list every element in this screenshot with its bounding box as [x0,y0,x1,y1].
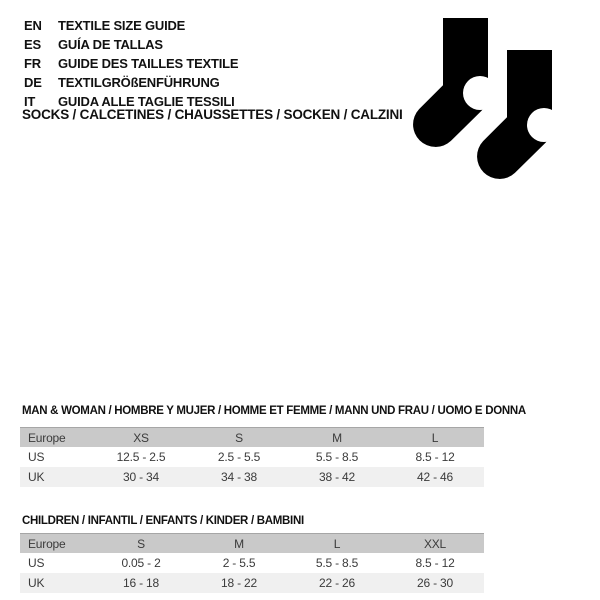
column-header-size: XXL [423,536,447,551]
sock-front [477,50,557,179]
size-value: 18 - 22 [221,576,257,590]
size-value: 2 - 5.5 [222,556,256,570]
column-header-size: L [431,430,439,445]
column-header-region: Europe [28,536,66,551]
language-label: TEXTILGRÖßENFÜHRUNG [58,75,220,90]
language-code: FR [24,56,41,71]
size-value: 5.5 - 8.5 [315,450,359,464]
size-value: 8.5 - 12 [415,556,455,570]
table-row-us [20,553,484,573]
column-header-size: S [235,430,243,445]
size-value: 26 - 30 [417,576,453,590]
table-row-us [20,447,484,467]
language-list [24,16,238,111]
column-header-size: XS [133,430,149,445]
size-value: 8.5 - 12 [415,450,455,464]
man-woman-table-title: MAN & WOMAN / HOMBRE Y MUJER / HOMME ET FEMME / MANN UND FRAU / UOMO E DONNA [22,405,526,417]
size-value: 2.5 - 5.5 [217,450,261,464]
sock-back [413,18,497,147]
size-value: 38 - 42 [319,470,355,484]
size-value: 34 - 38 [221,470,257,484]
language-label: GUIDA ALLE TAGLIE TESSILI [58,94,235,109]
size-value: 22 - 26 [319,576,355,590]
language-row-de [24,73,238,92]
column-header-size: L [333,536,341,551]
column-header-size: M [234,536,244,551]
column-header-size: S [137,536,145,551]
row-label: UK [28,470,45,484]
size-value: 16 - 18 [123,576,159,590]
language-code: EN [24,18,42,33]
language-code: IT [24,94,36,109]
language-label: TEXTILE SIZE GUIDE [58,18,186,33]
row-label: UK [28,576,45,590]
table-row-uk [20,573,484,593]
children-size-table [20,533,484,593]
category-title: SOCKS / CALCETINES / CHAUSSETTES / SOCKEN / CALZINI [22,107,403,122]
man-woman-size-table [20,427,484,487]
row-label: US [28,450,45,464]
table-header-row [20,533,484,553]
column-header-size: M [332,430,342,445]
language-row-es [24,35,238,54]
size-value: 42 - 46 [417,470,453,484]
row-label: US [28,556,45,570]
size-value: 30 - 34 [123,470,159,484]
language-code: ES [24,37,41,52]
socks-icon [405,16,557,182]
language-label: GUÍA DE TALLAS [58,37,163,52]
language-row-fr [24,54,238,73]
table-row-uk [20,467,484,487]
language-code: DE [24,75,42,90]
language-label: GUIDE DES TAILLES TEXTILE [58,56,239,71]
children-table-title: CHILDREN / INFANTIL / ENFANTS / KINDER / BAMBINI [22,515,304,527]
size-value: 12.5 - 2.5 [116,450,166,464]
size-value: 0.05 - 2 [121,556,161,570]
size-value: 5.5 - 8.5 [315,556,359,570]
column-header-region: Europe [28,430,66,445]
language-row-en [24,16,238,35]
table-header-row [20,427,484,447]
